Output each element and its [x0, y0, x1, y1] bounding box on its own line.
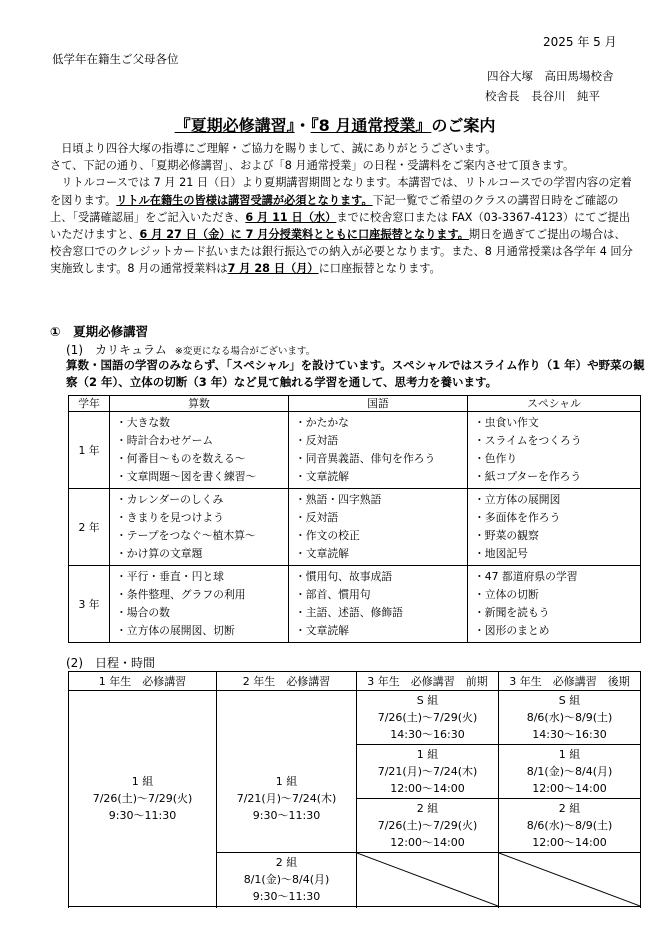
grade-2-class-1	[217, 745, 357, 853]
class-dates: 7/21(月)～7/24(木)	[377, 765, 478, 778]
japanese-cell	[289, 412, 468, 489]
japanese-cell	[289, 566, 468, 643]
empty-slot-3a	[357, 853, 499, 907]
intro-p3g: 期日を過ぎてご提出の場合は、校舎窓口でのクレジットカード払いまたは銀行振込での納入が必要となります。また、8 月通常授業は各学年 4 回分実施致します。8 月の通常授業料は	[50, 228, 633, 276]
schedule-header-grade-1: 1 年生 必修講習	[69, 672, 217, 691]
class-time: 12:00～14:00	[390, 836, 465, 849]
intro-p3e: までに校舎窓口または FAX（03-3367-4123）にてご提出いただけますと、	[50, 210, 631, 242]
special-topic: ・47 都道府県の学習	[474, 570, 578, 583]
col-header-math: 算数	[110, 396, 289, 412]
title-separator: ・	[294, 116, 311, 135]
grade-1-class-cell	[69, 691, 217, 907]
math-topic: ・時計合わせゲーム	[116, 434, 214, 447]
intro-paragraph-3	[50, 174, 635, 277]
deadline-date: 6 月 11 日（水）	[245, 210, 337, 224]
grade-cell: 2 年	[69, 489, 110, 566]
japanese-topic: ・文章読解	[295, 624, 349, 637]
curriculum-heading	[66, 341, 315, 358]
curriculum-note: ※変更になる場合がございます。	[174, 346, 316, 357]
japanese-topic: ・作文の校正	[295, 529, 360, 542]
class-time: 12:00～14:00	[532, 836, 607, 849]
col-header-special: スペシャル	[468, 396, 641, 412]
class-name: 1 組	[416, 748, 439, 761]
grade-3a-class-s	[357, 691, 499, 745]
class-dates: 7/26(土)～7/29(火)	[377, 711, 478, 724]
intro-p3b: リトル在籍生の皆様は講習受講が必須となります。	[116, 193, 373, 207]
special-topic: ・野菜の観察	[474, 529, 539, 542]
special-topic: ・虫食い作文	[474, 416, 539, 429]
curriculum-row	[69, 412, 641, 489]
grade-3b-class-2	[499, 799, 641, 853]
grade-cell: 1 年	[69, 412, 110, 489]
schedule-heading: (2) 日程・時間	[66, 656, 155, 670]
principal-name: 校舎長 長谷川 純平	[485, 89, 600, 103]
math-topic: ・文章問題～図を書く練習～	[116, 470, 257, 483]
special-cell	[468, 412, 641, 489]
schedule-header-row	[69, 672, 641, 691]
class-time: 12:00～14:00	[390, 782, 465, 795]
intro-paragraph-1: 日頃より四谷大塚の指導にご理解・ご協力を賜りまして、誠にありがとうございます。	[61, 142, 497, 155]
special-topic: ・立体の切断	[474, 588, 539, 601]
class-dates: 8/6(水)～8/9(土)	[526, 819, 613, 832]
japanese-topic: ・部首、慣用句	[295, 588, 371, 601]
curriculum-header-row	[69, 396, 641, 412]
class-time: 14:30～16:30	[532, 728, 607, 741]
japanese-topic: ・文章読解	[295, 547, 349, 560]
class-time: 9:30～11:30	[252, 808, 321, 822]
special-topic: ・図形のまとめ	[474, 624, 550, 637]
addressee: 低学年在籍生ご父母各位	[52, 52, 179, 66]
japanese-topic: ・熟語・四字熟語	[295, 493, 382, 506]
grade-cell: 3 年	[69, 566, 110, 643]
class-time: 9:30～11:30	[252, 890, 321, 903]
curriculum-description: 算数・国語の学習のみならず、「スペシャル」を設けています。スペシャルではスライム作り（1 年）や野菜の観察（2 年）、立体の切断（3 年）など見て触れる学習を通して、思考力を養います。	[66, 358, 645, 389]
diagonal-line-icon	[357, 853, 498, 906]
intro-p3i: に口座振替となります。	[318, 262, 441, 276]
japanese-topic: ・文章読解	[295, 470, 349, 483]
class-name: S 組	[416, 694, 439, 707]
grade-3b-class-s	[499, 691, 641, 745]
japanese-topic: ・同音異義語、俳句を作ろう	[295, 452, 436, 465]
curriculum-row	[69, 489, 641, 566]
math-topic: ・カレンダーのしくみ	[116, 493, 224, 506]
math-topic: ・きまりを見つけよう	[116, 511, 224, 524]
grade-3b-class-1	[499, 745, 641, 799]
math-topic: ・条件整理、グラフの利用	[116, 588, 246, 601]
special-topic: ・地図記号	[474, 547, 528, 560]
math-topic: ・かけ算の文章題	[116, 547, 203, 560]
special-topic: ・スライムをつくろう	[474, 434, 582, 447]
title-suffix: のご案内	[431, 116, 496, 135]
col-header-grade: 学年	[69, 396, 110, 412]
class-time: 14:30～16:30	[390, 728, 465, 741]
math-topic: ・テープをつなぐ～植木算～	[116, 529, 256, 542]
class-name: 1 組	[558, 748, 581, 761]
schedule-header-grade-3-second: 3 年生 必修講習 後期	[499, 672, 641, 691]
class-dates: 8/6(水)～8/9(土)	[526, 711, 613, 724]
page-title	[0, 113, 670, 136]
intro-p3a: リトルコースでは 7 月 21 日（日）より夏期講習期間となります。本講習では、リトルコースでの学習内容の定着を図ります。	[50, 176, 632, 207]
japanese-topic: ・かたかな	[295, 416, 349, 429]
grade-2-spacer	[217, 691, 357, 745]
special-cell	[468, 489, 641, 566]
payment-date: 6 月 27 日（金）に 7 月分授業料とともに口座振替となります。	[139, 228, 469, 242]
special-topic: ・立方体の展開図	[474, 493, 561, 506]
class-time: 12:00～14:00	[532, 782, 607, 795]
special-cell	[468, 566, 641, 643]
curriculum-row	[69, 566, 641, 643]
class-dates: 7/26(土)～7/29(火)	[377, 819, 478, 832]
class-name: 2 組	[416, 802, 439, 815]
math-topic: ・大きな数	[116, 416, 170, 429]
document-date: 2025 年 5 月	[543, 35, 617, 49]
class-name: 1 組	[275, 774, 298, 788]
august-payment-date: 7 月 28 日（月）	[227, 262, 319, 276]
schedule-header-grade-3-first: 3 年生 必修講習 前期	[357, 672, 499, 691]
class-name: 2 組	[558, 802, 581, 815]
curriculum-title: (1) カリキュラム	[66, 343, 167, 357]
class-name: S 組	[558, 694, 581, 707]
school-name: 四谷大塚 高田馬場校舎	[487, 69, 614, 83]
japanese-topic: ・主語、述語、修飾語	[295, 606, 403, 619]
schedule-header-grade-2: 2 年生 必修講習	[217, 672, 357, 691]
class-name: 2 組	[275, 856, 298, 869]
special-topic: ・色作り	[474, 452, 518, 465]
empty-slot-3b	[499, 853, 641, 907]
math-cell	[110, 412, 289, 489]
grade-1-class-name: 1 組	[131, 775, 154, 788]
math-cell	[110, 566, 289, 643]
title-part-1: 『夏期必修講習』	[174, 116, 295, 135]
section-1-heading: ① 夏期必修講習	[50, 324, 149, 339]
title-part-2: 『8 月通常授業』	[310, 116, 432, 135]
japanese-topic: ・慣用句、故事成語	[295, 570, 393, 583]
schedule-table	[68, 671, 641, 907]
grade-1-class-dates: 7/26(土)～7/29(火)	[92, 792, 193, 805]
math-cell	[110, 489, 289, 566]
curriculum-table	[68, 395, 641, 643]
math-topic: ・何番目～ものを数える～	[116, 452, 246, 465]
class-dates: 8/1(金)～8/4(月)	[243, 873, 330, 886]
intro-p3c: 下記一覧でご希望のクラスの講習日時をご確認の上、「受講確認届」をご記入いただき、	[50, 193, 619, 224]
schedule-row-1	[69, 691, 641, 745]
col-header-japanese: 国語	[289, 396, 468, 412]
math-topic: ・立方体の展開図、切断	[116, 624, 235, 637]
grade-3a-class-2	[357, 799, 499, 853]
grade-1-class-time: 9:30～11:30	[108, 809, 177, 822]
class-dates: 8/1(金)～8/4(月)	[526, 765, 613, 778]
japanese-topic: ・反対語	[295, 434, 339, 447]
class-dates: 7/21(月)～7/24(木)	[236, 791, 337, 805]
special-topic: ・新聞を読もう	[474, 606, 550, 619]
math-topic: ・平行・垂直・円と球	[116, 570, 224, 583]
japanese-cell	[289, 489, 468, 566]
diagonal-line-icon	[499, 853, 640, 906]
special-topic: ・紙コプターを作ろう	[474, 470, 582, 483]
special-topic: ・多面体を作ろう	[474, 511, 561, 524]
intro-paragraph-2: さて、下記の通り、「夏期必修講習」、および「8 月通常授業」の日程・受講料をご案内させて頂きます。	[50, 159, 575, 173]
math-topic: ・場合の数	[116, 606, 170, 619]
intro-text	[50, 140, 635, 278]
japanese-topic: ・反対語	[295, 511, 339, 524]
grade-3a-class-1	[357, 745, 499, 799]
grade-2-class-2	[217, 853, 357, 907]
